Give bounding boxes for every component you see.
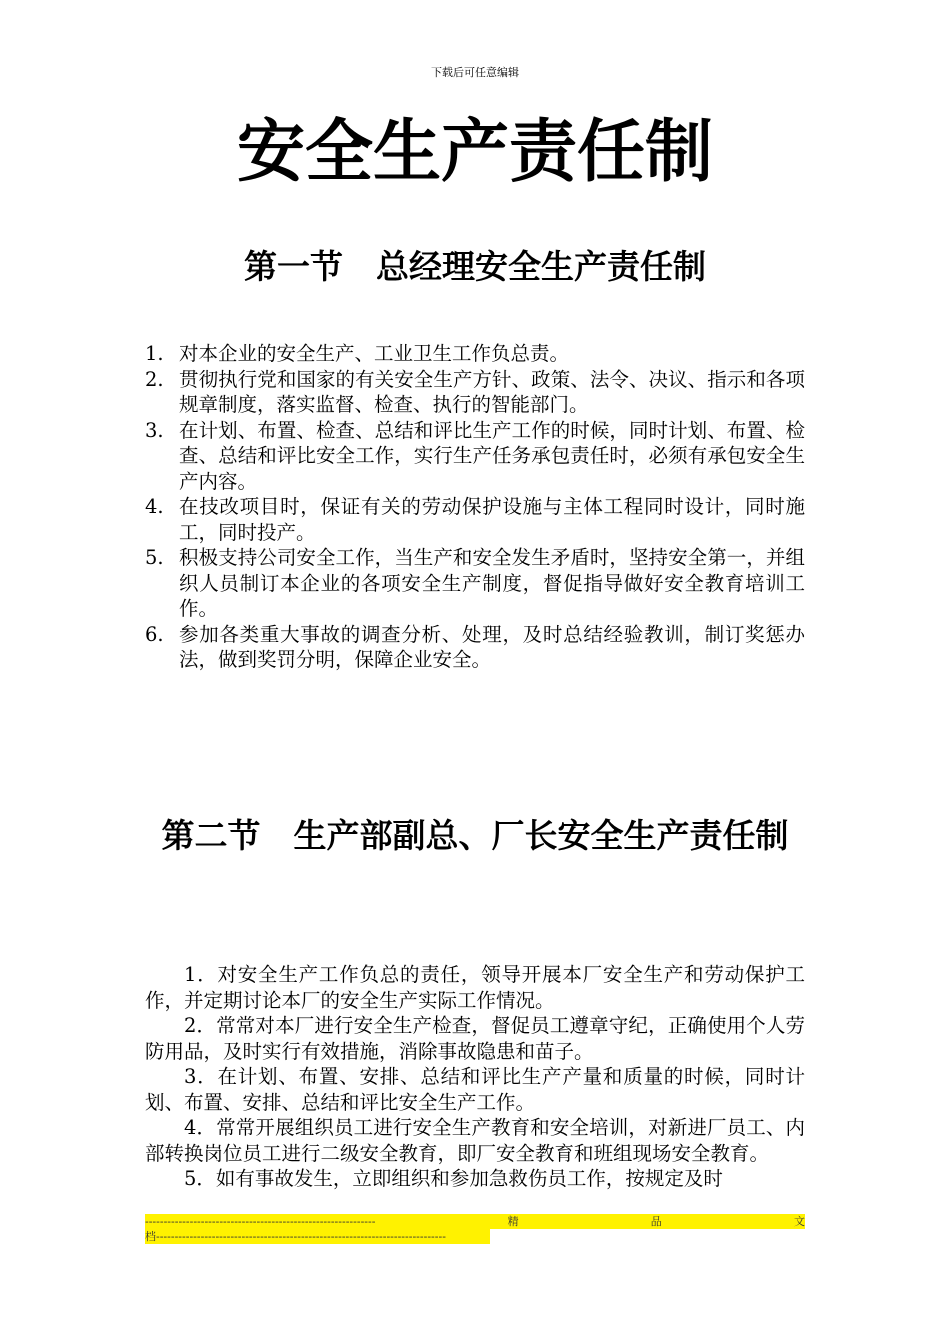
paragraph: 1．对安全生产工作负总的责任，领导开展本厂安全生产和劳动保护工作，并定期讨论本厂的安全生产实际工作情况。 (145, 963, 805, 1012)
list-item (145, 341, 805, 367)
paragraph: 3．在计划、布置、安排、总结和评比生产产量和质量的时候，同时计划、布置、安排、总结和评比安全生产工作。 (145, 1065, 805, 1114)
footer-dashes: -------------------------------------------------------------- (145, 1215, 376, 1228)
section1-list (145, 341, 805, 673)
item-number: 2. (145, 367, 164, 391)
item-text: 积极支持公司安全工作，当生产和安全发生矛盾时，坚持安全第一，并组织人员制订本企业的各项安全生产制度，督促指导做好安全教育培训工作。 (179, 546, 805, 620)
list-item (145, 545, 805, 622)
header-note: 下载后可任意编辑 (431, 66, 519, 79)
item-text: 在计划、布置、检查、总结和评比生产工作的时候，同时计划、布置、检查、总结和评比安全工作，实行生产任务承包责任时，必须有承包安全生产内容。 (179, 418, 805, 493)
item-number: 4. (145, 495, 164, 518)
footer-line-2: 档------------------------------------------------------------------------------ (145, 1229, 490, 1244)
item-number: 5. (145, 546, 164, 569)
item-number: 3. (145, 418, 164, 442)
footer-word: 文 (793, 1215, 805, 1228)
paragraph: 5．如有事故发生，立即组织和参加急救伤员工作，按规定及时 (184, 1167, 723, 1190)
paragraph: 2．常常对本厂进行安全生产检查，督促员工遵章守纪，正确使用个人劳防用品，及时实行有效措施，消除事故隐患和苗子。 (145, 1014, 805, 1063)
item-number: 6. (145, 622, 164, 646)
item-text: 参加各类重大事故的调查分析、处理，及时总结经验教训，制订奖惩办法，做到奖罚分明，保障企业安全。 (179, 622, 805, 671)
footer-word: 精 (507, 1215, 519, 1228)
list-item (145, 367, 805, 418)
footer-watermark-band (145, 1214, 805, 1248)
paragraph: 4．常常开展组织员工进行安全生产教育和安全培训，对新进厂员工、内部转换岗位员工进行二级安全教育，即厂安全教育和班组现场安全教育。 (145, 1116, 805, 1165)
section2-body (145, 962, 805, 1192)
item-text: 贯彻执行党和国家的有关安全生产方针、政策、法令、决议、指示和各项规章制度，落实监督、检查、执行的智能部门。 (179, 367, 805, 416)
list-item (145, 494, 805, 545)
footer-line-1 (145, 1214, 805, 1229)
footer-word: 品 (650, 1215, 662, 1228)
list-item (145, 622, 805, 673)
section2-title: 第二节 生产部副总、厂长安全生产责任制 (161, 816, 789, 855)
item-text: 对本企业的安全生产、工业卫生工作负总责。 (179, 342, 570, 365)
item-text: 在技改项目时，保证有关的劳动保护设施与主体工程同时设计，同时施工，同时投产。 (179, 495, 805, 544)
item-number: 1. (145, 342, 164, 365)
document-title: 安全生产责任制 (236, 113, 713, 192)
list-item (145, 418, 805, 495)
section1-title: 第一节 总经理安全生产责任制 (244, 247, 706, 286)
